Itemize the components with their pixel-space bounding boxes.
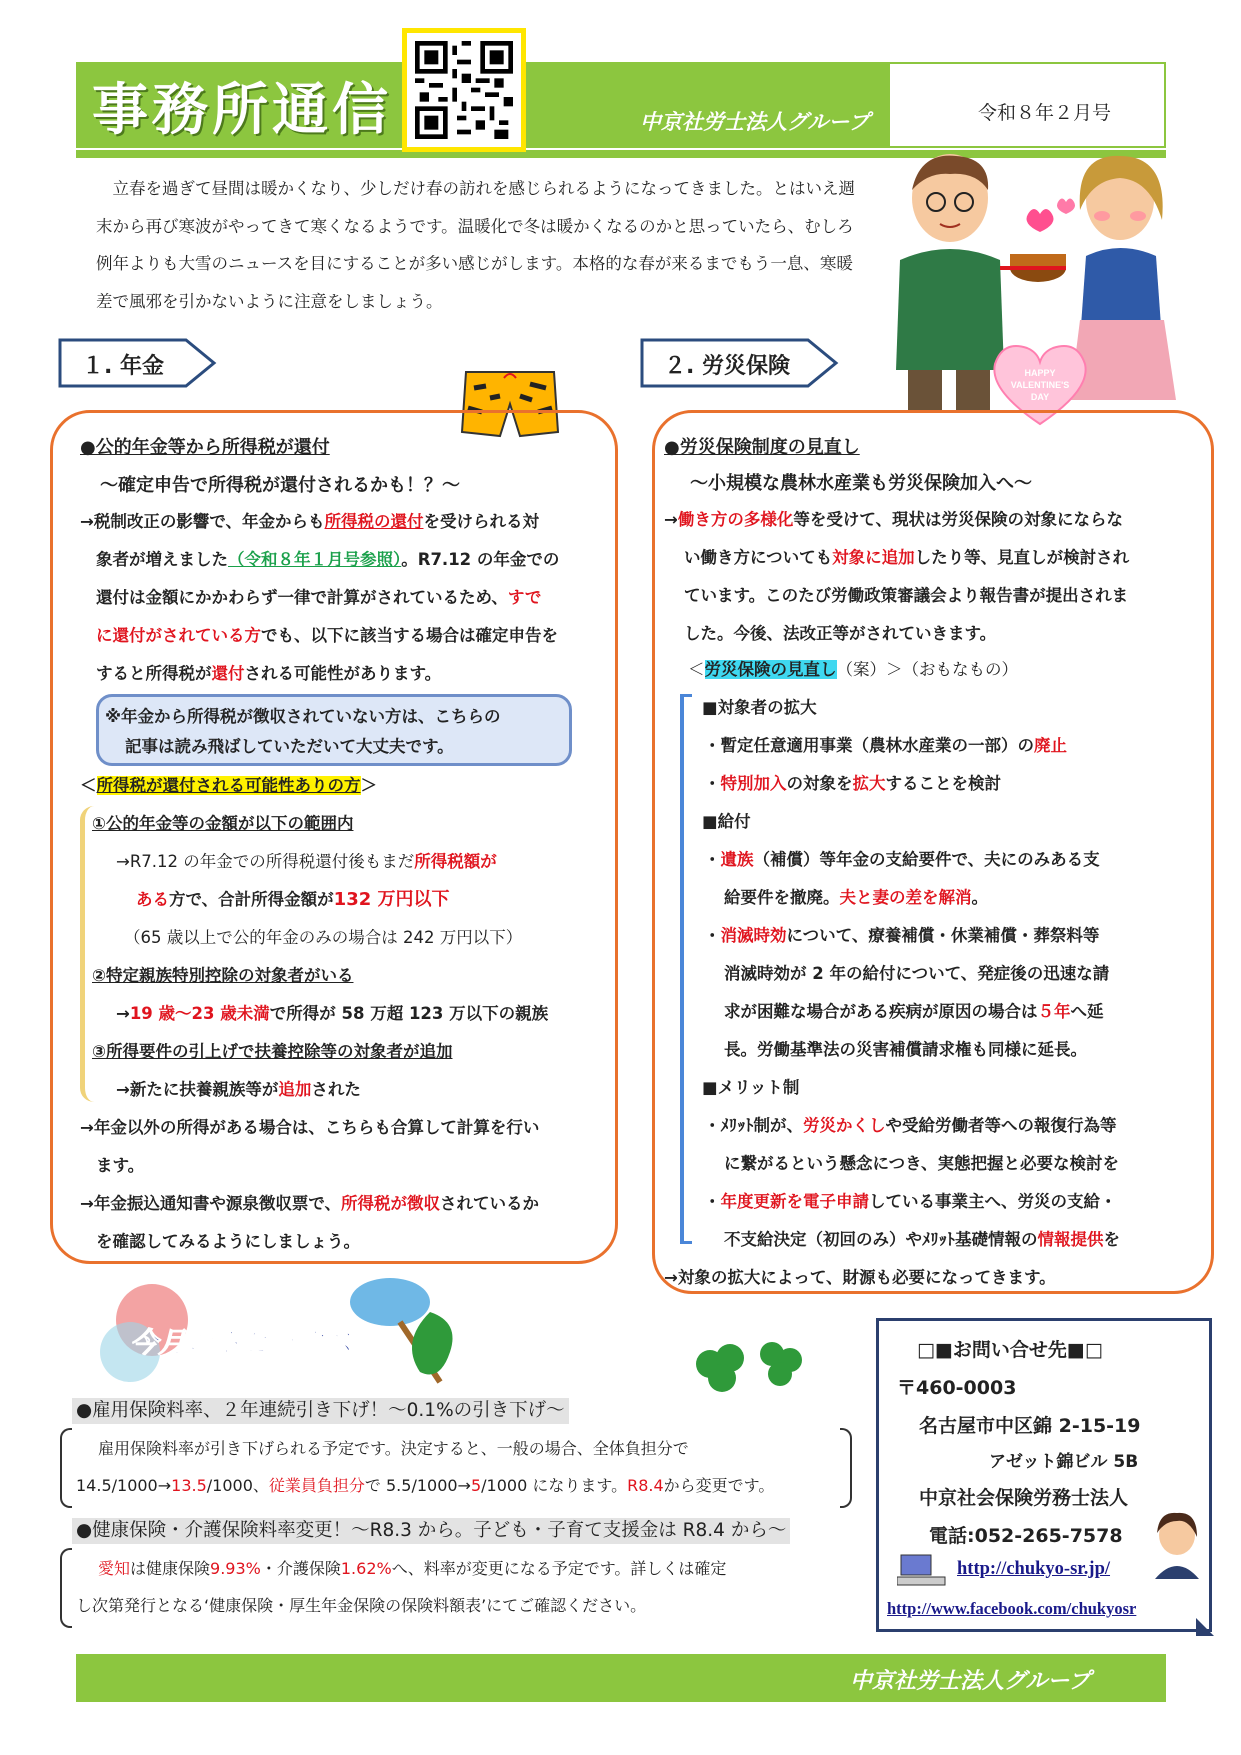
workers-comp-s2-a-line2: 給要件を撤廃。夫と妻の差を解消。 (724, 888, 988, 907)
pension-note-box (96, 694, 572, 766)
pension-p1-line2: 象者が増えました（令和８年１月号参照）。R7.12 の年金での (96, 550, 560, 569)
workers-comp-s3-b-line2: 不支給決定（初回のみ）やﾒﾘｯﾄ基礎情報の情報提供を (724, 1230, 1120, 1249)
workers-comp-s1-b: ・特別加入の対象を拡大することを検討 (704, 774, 1001, 793)
pension-note-line1: ※年金から所得税が徴収されていない方は、こちらの (105, 707, 501, 726)
workers-comp-p1-line2: い働き方についても対象に追加したり等、見直しが検討され (684, 548, 1130, 567)
topic1-line1: 雇用保険料率が引き下げられる予定です。決定すると、一般の場合、全体負担分で (98, 1439, 689, 1458)
valentine-text-1: HAPPY (1024, 368, 1056, 378)
pension-p1-line4: に還付がされている方でも、以下に該当する場合は確定申告を (96, 626, 558, 645)
pension-criterion-1-detail1: →R7.12 の年金での所得税還付後もまだ所得税額が (116, 852, 497, 871)
pension-criterion-1-detail2: ある方で、合計所得金額が132 万円以下 (136, 889, 450, 910)
workers-comp-s3-a-line1: ・ﾒﾘｯﾄ制が、労災かくしや受給労働者等への報復行為等 (704, 1116, 1117, 1135)
contact-title: □■お問い合せ先■□ (917, 1339, 1103, 1361)
pension-criterion-1-detail3: （65 歳以上で公的年金のみの場合は 242 万円以下） (124, 928, 523, 947)
topic1-heading: ●雇用保険料率、２年連続引き下げ！～0.1%の引き下げ～ (72, 1398, 569, 1424)
workers-comp-s3-b-line1: ・年度更新を電子申請している事業主へ、労災の支給・ (704, 1192, 1117, 1211)
header-group-name: 中京社労士法人グループ (640, 110, 870, 134)
pension-subheading: ～確定申告で所得税が還付されるかも！？～ (100, 475, 460, 496)
workers-comp-s1-a: ・暫定任意適用事業（農林水産業の一部）の廃止 (704, 736, 1067, 755)
topic1-line2: 14.5/1000→13.5/1000、従業員負担分で 5.5/1000→5/1000 になります。R8.4から変更です。 (76, 1476, 775, 1495)
contact-address-2: アゼット錦ビル 5B (989, 1452, 1139, 1472)
computer-icon (897, 1553, 953, 1587)
workers-comp-p1-line3: ています。このたび労働政策審議会より報告書が提出されま (684, 586, 1129, 605)
workers-comp-s3-a-line2: に繋がるという懸念につき、実態把握と必要な検討を (724, 1154, 1120, 1173)
criteria-bracket (80, 806, 94, 1102)
contact-zip: 〒460-0003 (897, 1377, 1017, 1399)
workers-comp-s2-b-line1: ・消滅時効について、療養補償・休業補償・葬祭料等 (704, 926, 1100, 945)
tab-workers-comp (640, 338, 840, 388)
tab-pension-label: １. 年金 (82, 354, 165, 379)
contact-address-1: 名古屋市中区錦 2-15-19 (919, 1415, 1141, 1437)
contact-corner-fold (1196, 1618, 1214, 1636)
contact-box (876, 1318, 1212, 1632)
workers-comp-s3: ■メリット制 (702, 1078, 800, 1097)
workers-comp-heading: ●労災保険制度の見直し (664, 437, 860, 458)
topics-banner-illustration (100, 1272, 460, 1392)
topic2-bracket-left (60, 1548, 72, 1628)
topic2-line1: 愛知は健康保険9.93%・介護保険1.62%へ、料率が変更になる予定です。詳しくは確定 (98, 1559, 727, 1578)
contact-facebook-link[interactable]: http://www.facebook.com/chukyosr (887, 1599, 1137, 1618)
footer-group-name: 中京社労士法人グループ (850, 1669, 1091, 1694)
valentine-text-3: DAY (1030, 392, 1050, 402)
qr-code[interactable] (402, 28, 526, 152)
pension-p3-line1: →年金振込通知書や源泉徴収票で、所得税が徴収されているか (80, 1194, 539, 1213)
workers-comp-s2-a-line1: ・遺族（補償）等年金の支給要件で、夫にのみある支 (704, 850, 1100, 869)
contact-company: 中京社会保険労務士法人 (919, 1487, 1129, 1509)
topics-label: 今月のトピックス (130, 1326, 353, 1359)
topic1-bracket-left (60, 1428, 72, 1508)
contact-phone: 電話:052-265-7578 (929, 1525, 1123, 1547)
topic2-heading: ●健康保険・介護保険料率変更！～R8.3 から。子ども・子育て支援金は R8.4 から～ (72, 1518, 790, 1544)
pension-criterion-3: ③所得要件の引上げで扶養控除等の対象者が追加 (92, 1042, 453, 1061)
pension-p2-line2: ます。 (96, 1156, 145, 1175)
newsletter-title: 事務所通信 (92, 78, 392, 143)
workers-comp-s2-b-line4: 長。労働基準法の災害補償請求権も同様に延長。 (724, 1040, 1087, 1059)
workers-comp-s1: ■対象者の拡大 (702, 698, 817, 717)
pension-p1-line5: すると所得税が還付される可能性があります。 (96, 664, 442, 683)
workers-comp-p1-line4: した。今後、法改正等がされていきます。 (684, 624, 997, 643)
staff-avatar (1149, 1509, 1205, 1579)
tab-workers-comp-label: ２. 労災保険 (664, 354, 791, 379)
pension-criterion-2-detail: →19 歳～23 歳未満で所得が 58 万超 123 万以下の親族 (116, 1004, 549, 1023)
pension-possible-label: ＜所得税が還付される可能性ありの方＞ (80, 776, 377, 795)
tab-pension (58, 338, 218, 388)
pension-p1-line1: →税制改正の影響で、年金からも所得税の還付を受けられる対 (80, 512, 539, 531)
topic1-bracket-right (840, 1428, 852, 1508)
workers-comp-s2: ■給付 (702, 812, 751, 831)
valentine-text-2: VALENTINE'S (1010, 380, 1070, 390)
clover-icon (680, 1334, 830, 1404)
pension-p3-line2: を確認してみるようにしましょう。 (96, 1232, 360, 1251)
workers-comp-s2-b-line3: 求が困難な場合がある疾病が原因の場合は５年へ延 (724, 1002, 1104, 1021)
pension-criterion-1: ①公的年金等の金額が以下の範囲内 (92, 814, 354, 833)
issue-date: 令和８年２月号 (978, 102, 1112, 124)
workers-comp-p1-line1: →働き方の多様化等を受けて、現状は労災保険の対象にならな (664, 510, 1123, 529)
pension-p1-line3: 還付は金額にかかわらず一律で計算がされているため、すで (96, 588, 542, 607)
workers-comp-ending: →対象の拡大によって、財源も必要になってきます。 (664, 1268, 1056, 1287)
pension-criterion-2: ②特定親族特別控除の対象者がいる (92, 966, 354, 985)
intro-paragraph: 立春を過ぎて昼間は暖かくなり、少しだけ春の訪れを感じられるようになってきました。とはいえ週末から再び寒波がやってきて寒くなるようです。温暖化で冬は暖かくなるのかと思っていたら、むしろ例年よりも大雪のニュースを目にすることが多い感じがします。本格的な春が来るまでもう一息、寒暖差で風邪を引かないように注意をしましょう。 (96, 179, 855, 311)
plan-bracket (680, 694, 692, 1244)
workers-comp-s2-b-line2: 消滅時効が 2 年の給付について、発症後の迅速な請 (724, 964, 1110, 983)
pension-criterion-3-detail: →新たに扶養親族等が追加された (116, 1080, 361, 1099)
workers-comp-plan-label: ＜労災保険の見直し（案）＞（おもなもの） (688, 660, 1018, 679)
pension-note-line2: 記事は読み飛ばしていただいて大丈夫です。 (125, 737, 454, 756)
contact-website-link[interactable]: http://chukyo-sr.jp/ (957, 1559, 1111, 1579)
workers-comp-subheading: ～小規模な農林水産業も労災保険加入へ～ (690, 473, 1032, 494)
pension-p2-line1: →年金以外の所得がある場合は、こちらも合算して計算を行い (80, 1118, 540, 1137)
qr-code-icon (415, 41, 513, 139)
topic2-line2: し次第発行となる‘健康保険・厚生年金保険の保険料額表’にてご確認ください。 (76, 1596, 647, 1615)
pension-heading: ●公的年金等から所得税が還付 (80, 437, 330, 458)
